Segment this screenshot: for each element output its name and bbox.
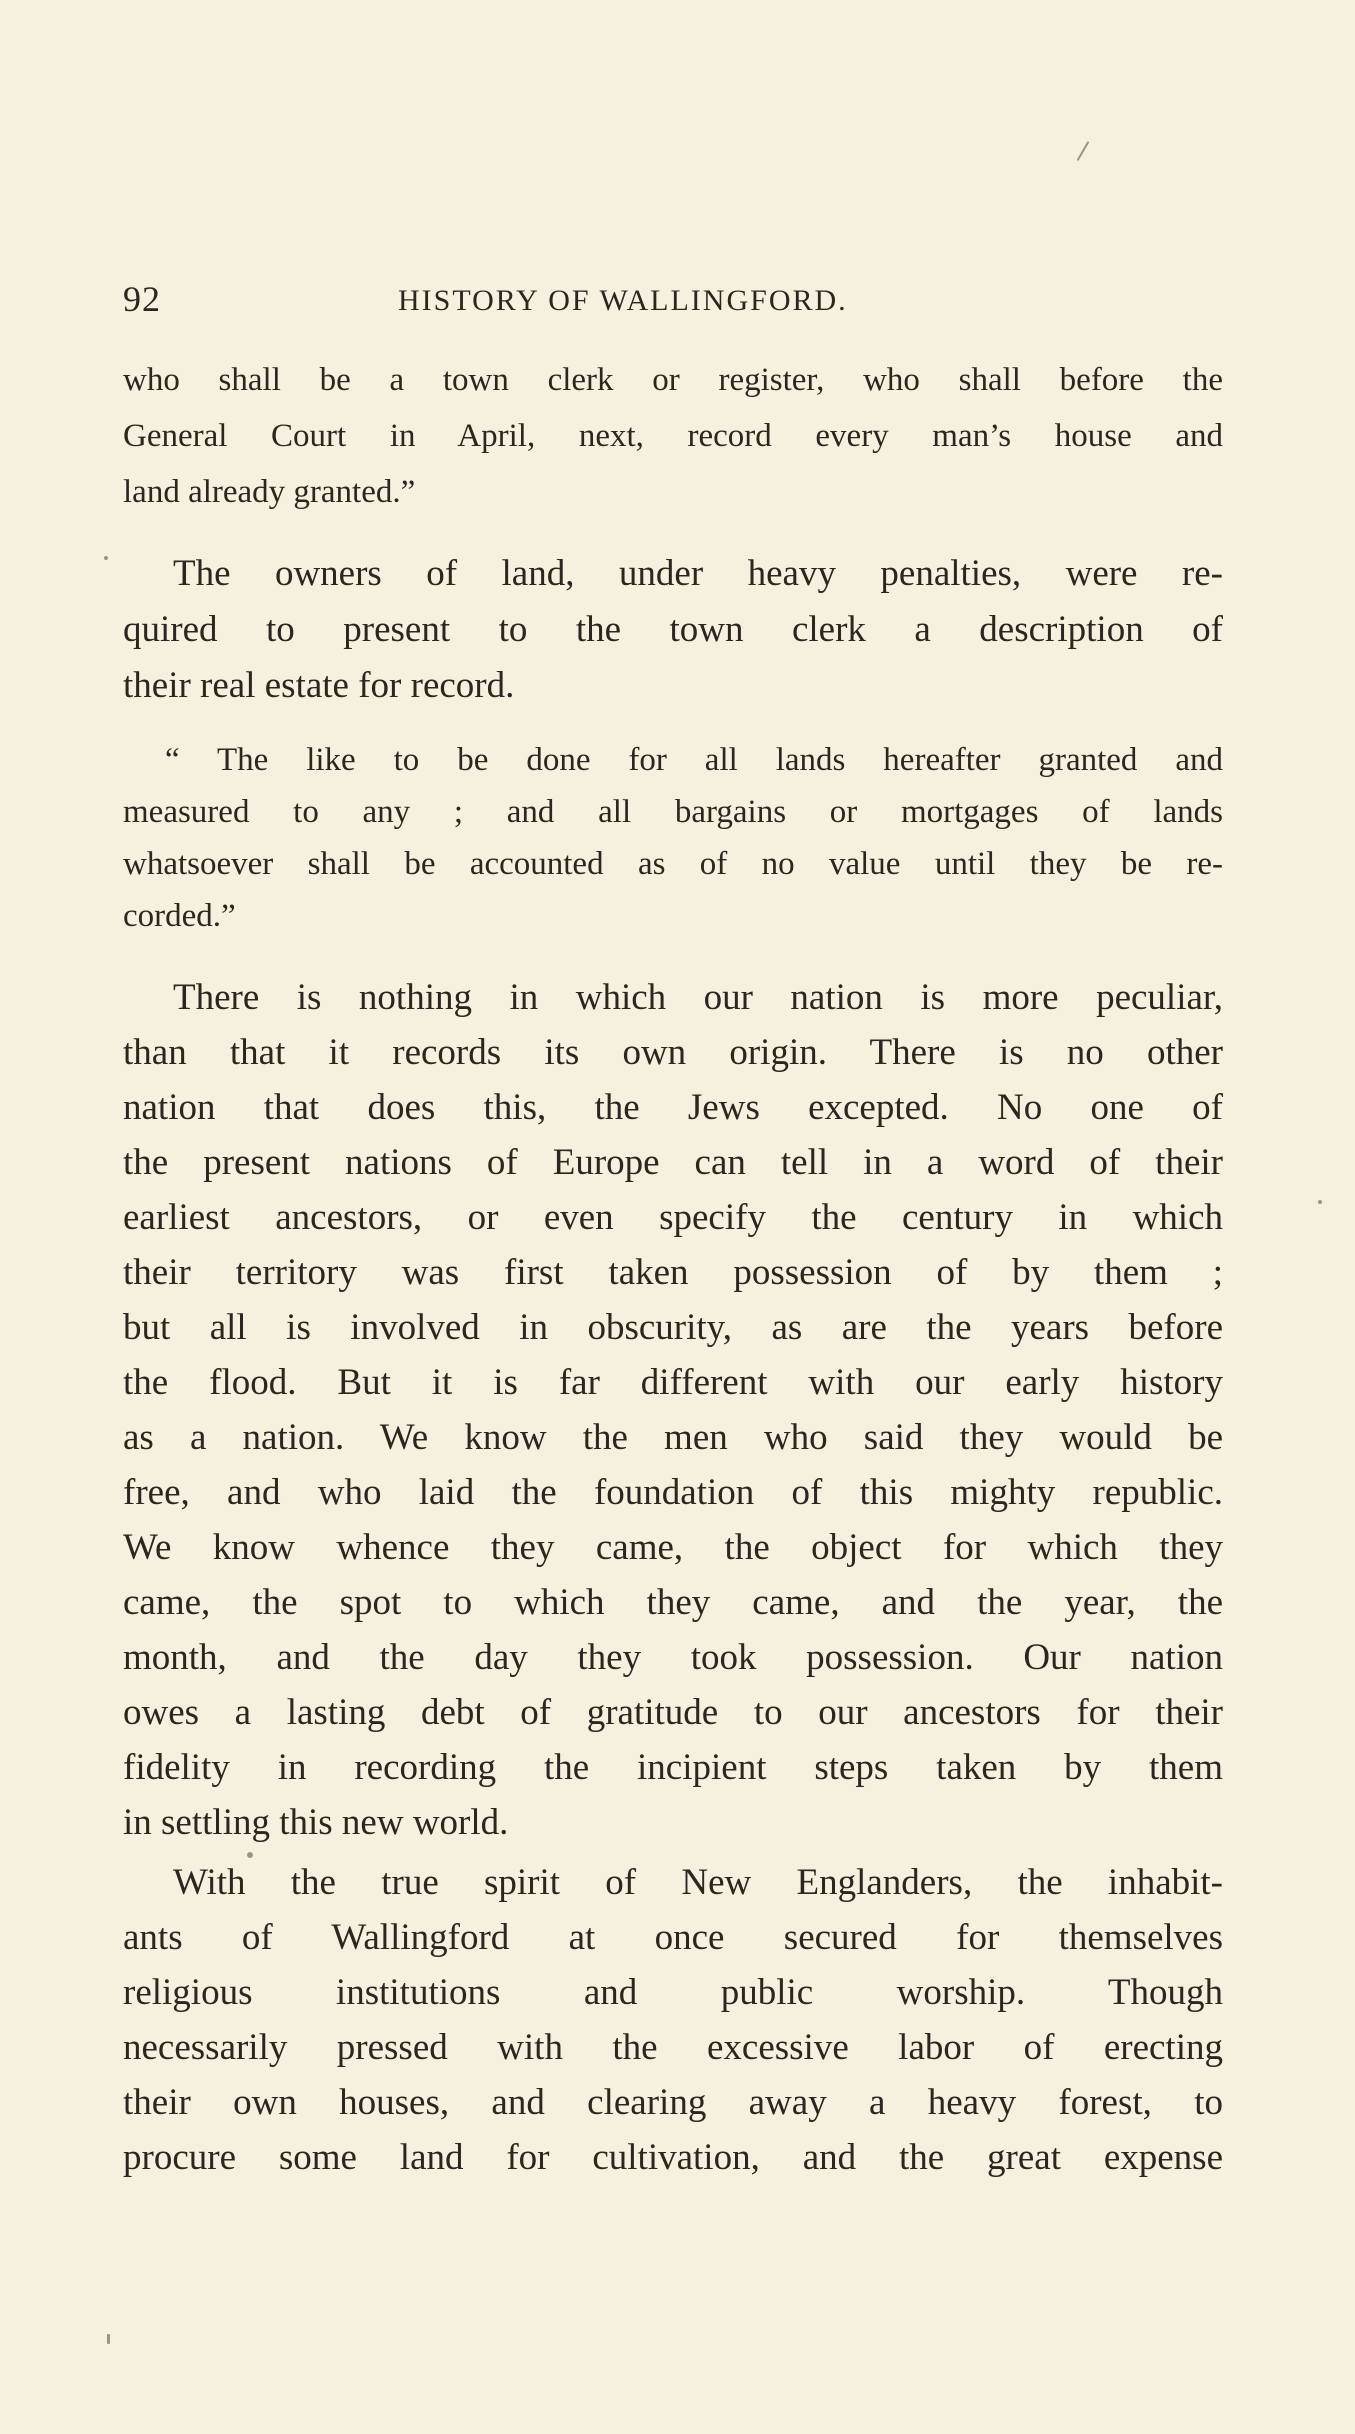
text-line: earliest ancestors, or even specify the century in which	[123, 1197, 1223, 1238]
text-line: free, and who laid the foundation of this mighty republic.	[123, 1472, 1223, 1513]
text-line: in settling this new world.	[123, 1802, 509, 1843]
text-line: month, and the day they took possession. Our nation	[123, 1637, 1223, 1678]
text-line: but all is involved in obscurity, as are the years before	[123, 1307, 1223, 1348]
text-line: the flood. But it is far different with our early history	[123, 1362, 1223, 1403]
running-head: HISTORY OF WALLINGFORD.	[398, 284, 848, 317]
text-line: whatsoever shall be accounted as of no value until they be re-	[123, 846, 1223, 882]
text-line: quired to present to the town clerk a description of	[123, 609, 1223, 650]
page-number: 92	[123, 279, 161, 319]
text-line: General Court in April, next, record every man’s house and	[123, 418, 1223, 454]
text-line: as a nation. We know the men who said they would be	[123, 1417, 1223, 1458]
text-line: procure some land for cultivation, and the great expense	[123, 2137, 1223, 2178]
paper-speck	[1318, 1200, 1322, 1204]
text-line: There is nothing in which our nation is more peculiar,	[173, 977, 1223, 1018]
text-line: “ The like to be done for all lands hereafter granted and	[165, 742, 1223, 778]
text-line: fidelity in recording the incipient steps taken by them	[123, 1747, 1223, 1788]
paper-speck	[107, 2334, 110, 2344]
text-line: religious institutions and public worship. Though	[123, 1972, 1223, 2013]
text-line: than that it records its own origin. There is no other	[123, 1032, 1223, 1073]
text-line: The owners of land, under heavy penalties, were re-	[173, 553, 1223, 594]
text-line: necessarily pressed with the excessive labor of erecting	[123, 2027, 1223, 2068]
paper-speck	[104, 556, 108, 560]
text-line: came, the spot to which they came, and the year, the	[123, 1582, 1223, 1623]
text-line: their own houses, and clearing away a heavy forest, to	[123, 2082, 1223, 2123]
text-line: measured to any ; and all bargains or mortgages of lands	[123, 794, 1223, 830]
paper-speck	[1077, 141, 1090, 161]
page-header	[123, 278, 1223, 328]
text-line: ants of Wallingford at once secured for themselves	[123, 1917, 1223, 1958]
text-line: the present nations of Europe can tell in a word of their	[123, 1142, 1223, 1183]
text-line: who shall be a town clerk or register, who shall before the	[123, 362, 1223, 398]
text-line: their real estate for record.	[123, 665, 515, 706]
text-line: owes a lasting debt of gratitude to our ancestors for their	[123, 1692, 1223, 1733]
text-line: corded.”	[123, 898, 236, 934]
paper-speck	[247, 1852, 253, 1858]
text-line: nation that does this, the Jews excepted. No one of	[123, 1087, 1223, 1128]
text-line: land already granted.”	[123, 474, 416, 510]
text-line: their territory was first taken possession of by them ;	[123, 1252, 1223, 1293]
text-line: With the true spirit of New Englanders, the inhabit-	[173, 1862, 1223, 1903]
text-line: We know whence they came, the object for which they	[123, 1527, 1223, 1568]
